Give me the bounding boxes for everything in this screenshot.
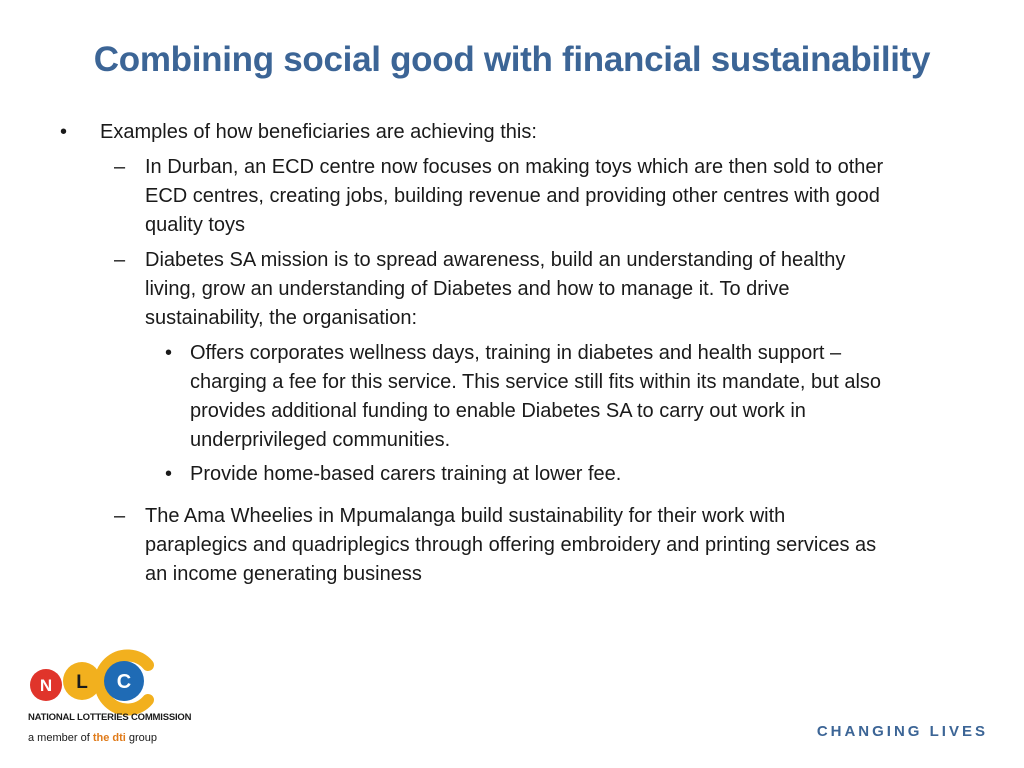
wellness-line-3: provides additional funding to enable Diabetes SA to carry out work in [190,400,806,422]
logo-letter-n: N [39,676,53,695]
carers-line-1: Provide home-based carers training at lower fee. [190,463,622,485]
logo-letter-c: C [116,671,132,693]
durban-line-3: quality toys [145,214,246,236]
logo-member-brand: the dti [92,732,126,744]
dash-marker: – [114,505,126,527]
logo-letter-l: L [76,672,88,693]
diabetes-line-2: living, grow an understanding of Diabetes and how to manage it. To drive [145,278,790,300]
durban-line-1: In Durban, an ECD centre now focuses on making toys which are then sold to other [145,156,884,178]
durban-line-2: ECD centres, creating jobs, building revenue and providing other centres with good [145,185,880,207]
dash-marker: – [114,249,126,271]
wheelies-line-2: paraplegics and quadriplegics through offering embroidery and printing services as [145,534,877,556]
bullet-marker: • [165,463,173,485]
logo-member-prefix: a member of [28,732,90,744]
diabetes-line-3: sustainability, the organisation: [145,307,418,329]
diabetes-line-1: Diabetes SA mission is to spread awareness, build an understanding of healthy [145,249,846,271]
bullet-examples: Examples of how beneficiaries are achieving this: [100,121,537,143]
slide-title: Combining social good with financial sustainability [93,40,931,79]
bullet-marker: • [165,342,173,364]
dash-marker: – [114,156,126,178]
logo-member-suffix: group [128,732,158,744]
wheelies-line-3: an income generating business [145,563,422,585]
logo-member-line [28,732,157,744]
logo-org-name: NATIONAL LOTTERIES COMMISSION [28,712,192,723]
tagline: CHANGING LIVES [816,723,988,740]
bullet-marker: • [60,121,68,143]
wellness-line-1: Offers corporates wellness days, training in diabetes and health support – [190,342,842,364]
wellness-line-2: charging a fee for this service. This service still fits within its mandate, but also [190,371,882,393]
wellness-line-4: underprivileged communities. [190,429,451,451]
wheelies-line-1: The Ama Wheelies in Mpumalanga build sustainability for their work with [145,505,786,527]
